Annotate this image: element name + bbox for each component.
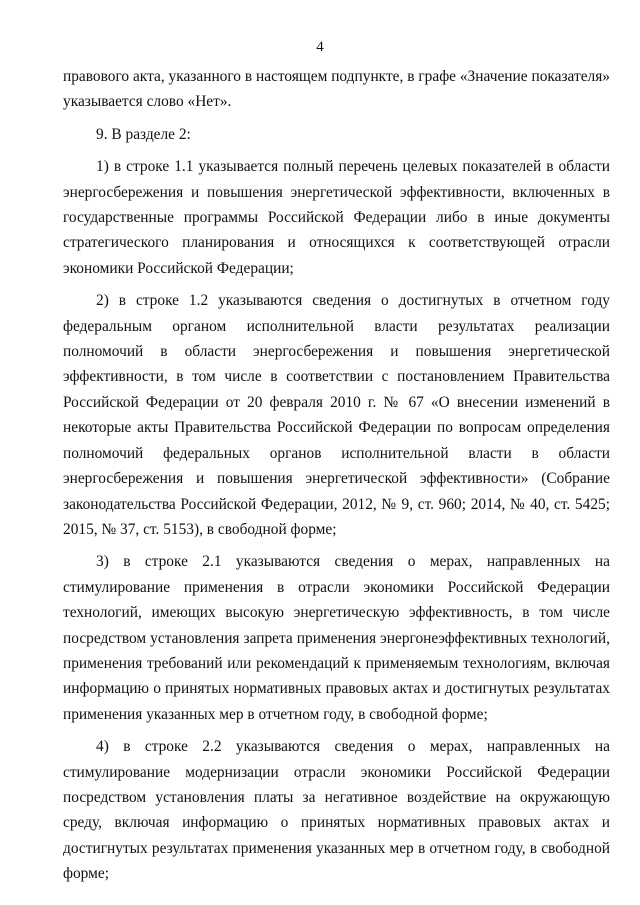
page-number: 4 xyxy=(316,39,324,55)
list-item-4: 4) в строке 2.2 указываются сведения о мерах, направленных на стимулирование модернизации отрасли экономики Российской Федерации посредством установления платы за негативное воздействие на окружающую среду, включая информацию о принятых нормативных правовых актах и достигнутых результатах применения указанных мер в отчетном году, в свободной форме; xyxy=(63,738,610,883)
list-item-1: 1) в строке 1.1 указывается полный перечень целевых показателей в области энергосбережения и повышения энергетической эффективности, включенных в государственные программы Российской Федерации либо в иные документы стратегического планирования и относящихся к соответствующей отрасли экономики Российской Федерации; xyxy=(63,158,610,277)
list-item-3: 3) в строке 2.1 указываются сведения о мерах, направленных на стимулирование применения в отрасли экономики Российской Федерации технологий, имеющих высокую энергетическую эффективность, в том числе посредством установления запрета применения энергонеэффективных технологий, применения требований или рекомендаций к применяемым технологиям, включая информацию о принятых нормативных правовых актах и достигнутых результатах применения указанных мер в отчетном году, в свободной форме; xyxy=(63,553,610,723)
document-body xyxy=(63,64,610,894)
paragraph-continuation: правового акта, указанного в настоящем подпункте, в графе «Значение показателя» указывается слово «Нет». xyxy=(63,68,610,111)
section-heading-item-9: 9. В разделе 2: xyxy=(96,125,191,143)
list-item-2: 2) в строке 1.2 указываются сведения о достигнутых в отчетном году федеральным органом исполнительной власти результатах реализации полномочий в области энергосбережения и повышения энергетической эффективности, в том числе в соответствии с постановлением Правительства Российской Федерации от 20 февраля 2010 г. № 67 «О внесении изменений в некоторые акты Правительства Российской Федерации по вопросам определения полномочий федеральных органов исполнительной власти в области энергосбережения и повышения энергетической эффективности» (Собрание законодательства Российской Федерации, 2012, № 9, ст. 960; 2014, № 40, ст. 5425; 2015, № 37, ст. 5153), в свободной форме; xyxy=(63,292,610,538)
